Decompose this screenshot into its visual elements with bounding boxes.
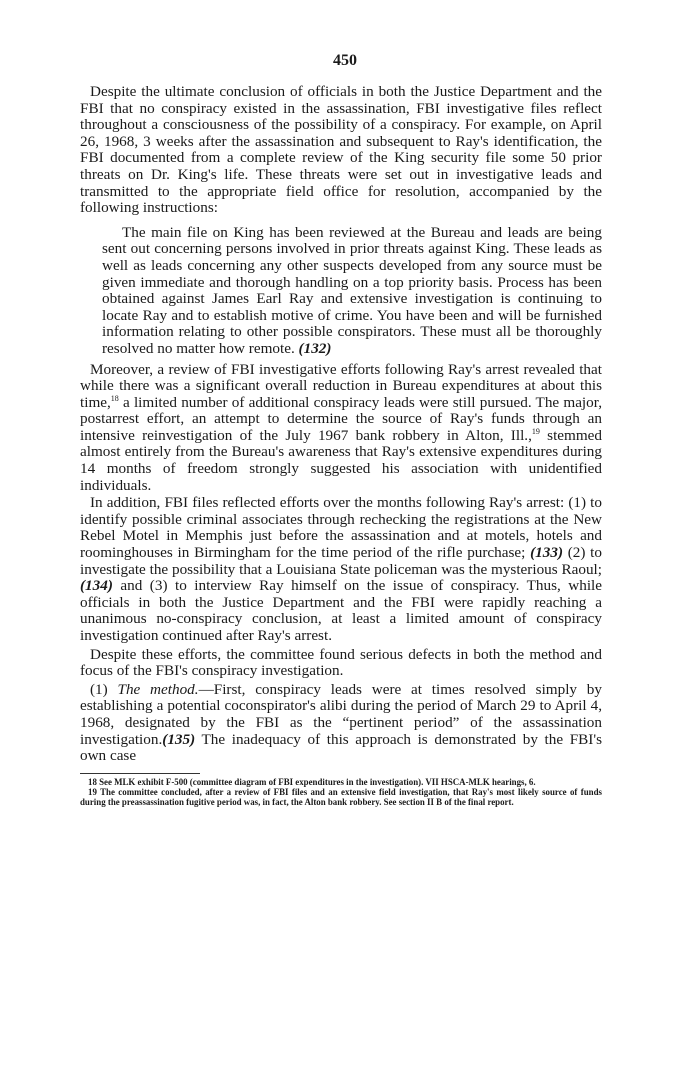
citation-133: (133) <box>530 544 564 562</box>
quote-citation: (132) <box>298 339 332 357</box>
paragraph-fbi-efforts <box>80 495 602 644</box>
paragraph-text: a limited number of additional conspiracy leads were still pursued. The major, postarrest effort, an attempt to determine the source of Ray's funds through an intensive reinvestigation of the July 1967 bank robbery in Alton, Ill., <box>80 393 602 444</box>
footnote-18: 18 See MLK exhibit F-500 (committee diagram of FBI expenditures in the investigation). VII HSCA-MLK hearings, 6. <box>88 776 536 787</box>
paragraph-postarrest-review <box>80 362 602 495</box>
paragraph-text: and (3) to interview Ray himself on the issue of conspiracy. Thus, while officials in both the Justice Department and the FBI were rapidly reaching a unanimous no-conspiracy conclusion, at least a limited amount of conspiracy investigation continued after Ray's arrest. <box>80 577 602 644</box>
paragraph-text: —First, conspiracy leads were at times resolved simply by establishing a potential coconspirator's alibi during the period of March 29 to April 4, 1968, designated by the FBI as the “pertinent period” of the assassination investigation. <box>80 680 602 748</box>
footnote-ref-18: 18 <box>110 393 119 403</box>
page-number: 450 <box>333 52 357 69</box>
footnote-19: 19 The committee concluded, after a review of FBI files and an extensive field investigation, that Ray's most likely source of funds during the preassassination fugitive period was, in fact, the Alton bank robbery. See section II B of the final report. <box>80 786 602 807</box>
paragraph-text: (1) <box>90 680 118 698</box>
paragraph-conspiracy-consciousness <box>80 84 602 217</box>
section-heading-method: The method. <box>117 680 199 698</box>
footnote-ref-19: 19 <box>531 426 540 436</box>
paragraph-text: In addition, FBI files reflected efforts over the months following Ray's arrest: (1) to identify possible criminal associates through rechecking the registrations at the New Rebel Motel in Memphis just before the assassination and at motels, hotels and roominghouses in Birmingham for the time period of the rifle purchase; <box>80 494 602 562</box>
footnote-divider <box>80 773 200 774</box>
quote-text: The main file on King has been reviewed at the Bureau and leads are being sent out concerning persons involved in prior threats against King. These leads as well as leads concerning any other suspects developed from any source must be given immediate and thorough handling on a top priority basis. Process has been obtained against James Earl Ray and extensive investigation is continuing to locate Ray and to establish motive of crime. You have been and will be furnished information relating to other possible conspirators. These must all be thoroughly resolved no matter how remote. <box>102 223 602 357</box>
paragraph-text: stemmed almost entirely from the Bureau's awareness that Ray's extensive expenditures during 14 months of freedom strongly suggested his association with unidentified individuals. <box>80 426 602 494</box>
document-page <box>80 52 602 807</box>
citation-134: (134) <box>80 577 113 595</box>
paragraph-text: (2) to investigate the possibility that a Louisiana State policeman was the mysterious Raoul; <box>80 544 602 578</box>
paragraph-text: Moreover, a review of FBI investigative efforts following Ray's arrest revealed that while there was a significant overall reduction in Bureau expenditures at about this time, <box>80 360 602 411</box>
paragraph-text: The inadequacy of this approach is demonstrated by the FBI's own case <box>80 730 602 765</box>
paragraph-method <box>80 682 602 765</box>
paragraph-defects <box>80 647 602 680</box>
paragraph-text: Despite these efforts, the committee found serious defects in both the method and focus of the FBI's conspiracy investigation. <box>80 645 602 680</box>
paragraph-text: Despite the ultimate conclusion of officials in both the Justice Department and the FBI that no conspiracy existed in the assassination, FBI investigative files reflect throughout a consciousness of the possibility of a conspiracy. For example, on April 26, 1968, 3 weeks after the assassination and subsequent to Ray's identification, the FBI documented from a complete review of the King security file some 50 prior threats on Dr. King's life. These threats were set out in investigative leads and transmitted to the appropriate field office for resolution, accompanied by the following instructions: <box>80 83 602 217</box>
block-quote-fbi-instructions <box>102 225 602 358</box>
citation-135: (135) <box>162 730 196 748</box>
